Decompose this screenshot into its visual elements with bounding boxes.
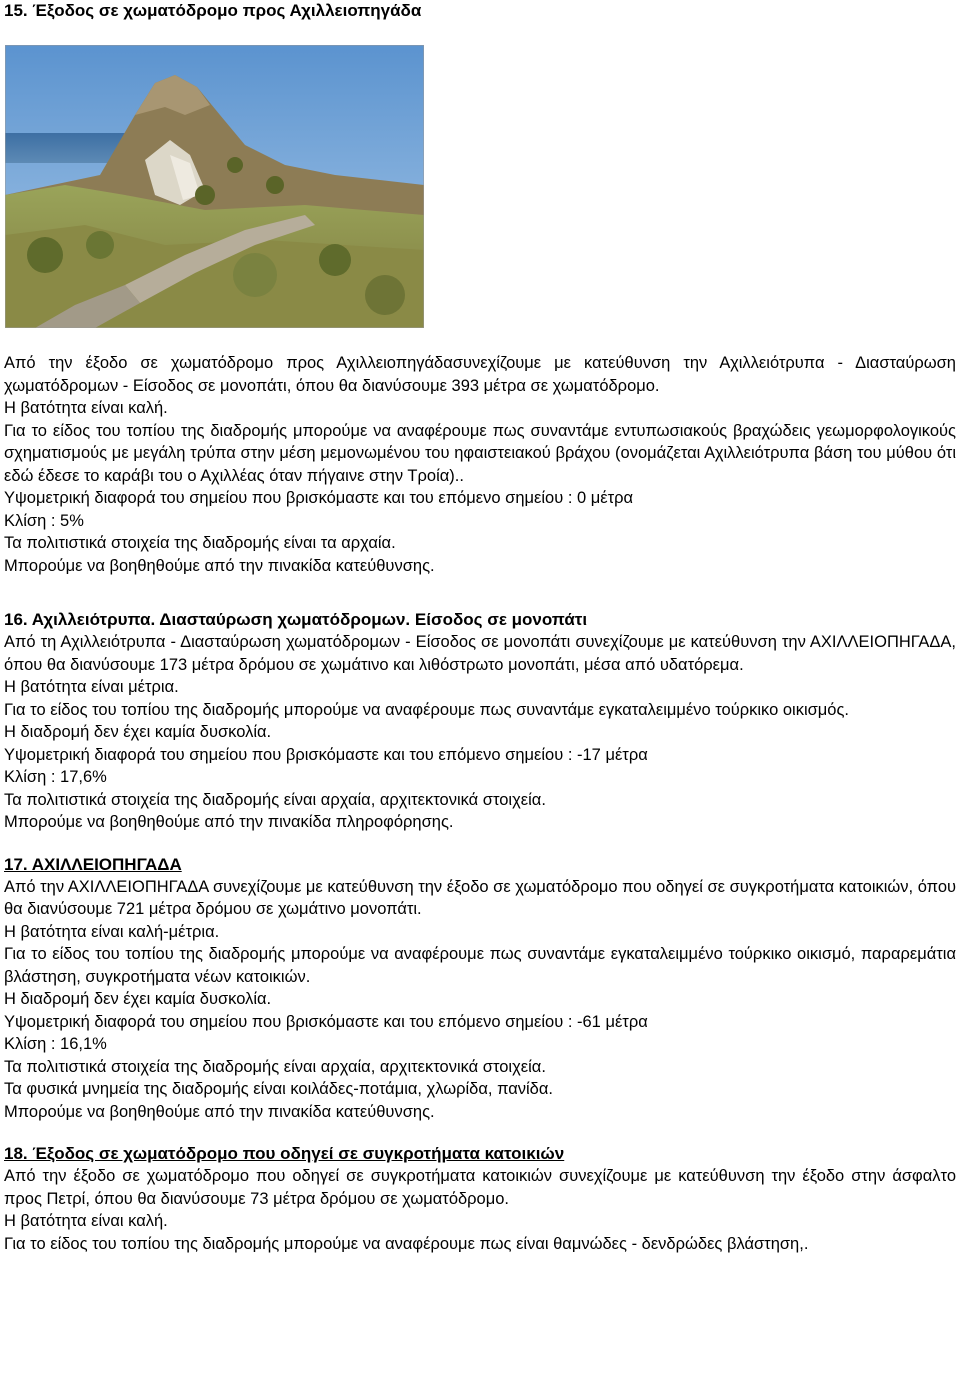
section-17-paragraph: Η βατότητα είναι καλή-μέτρια. <box>4 922 220 941</box>
section-15-paragraph: Από την έξοδο σε χωματόδρομο προς Αχιλλειοπηγάδασυνεχίζουμε με κατεύθυνση την Αχιλλειότρυπα - Διασταύρωση χωματόδρομων - Είσοδος σε μονοπάτι, όπου θα διανύσουμε 393 μέτρα σε χωματόδρομο. <box>4 354 956 395</box>
section-17-paragraph: Κλίση : 16,1% <box>4 1035 107 1053</box>
section-15-paragraph: Μπορούμε να βοηθηθούμε από την πινακίδα κατεύθυνσης. <box>4 556 435 575</box>
section-15-paragraph: Για το είδος του τοπίου της διαδρομής μπορούμε να αναφέρουμε πως συναντάμε εντυπωσιακούς βραχώδεις γεωμορφολογικούς σχηματισμούς με μεγάλη τρύπα στην μέση μεμονωμένου του ηφαιστειακού βράχου (ονομάζεται Αχιλλειότρυπα βάση του μύθου ότι εδώ έδεσε το καράβι του ο Αχιλλέας όταν πήγαινε στην Τροία).. <box>4 421 956 485</box>
section-16-paragraph: Τα πολιτιστικά στοιχεία της διαδρομής είναι αρχαία, αρχιτεκτονικά στοιχεία. <box>4 790 546 809</box>
section-15-title: 15. Έξοδος σε χωματόδρομο προς Αχιλλειοπηγάδα <box>4 1 422 20</box>
section-17-paragraph: Τα φυσικά μνημεία της διαδρομής είναι κοιλάδες-ποτάμια, χλωρίδα, πανίδα. <box>4 1080 553 1098</box>
section-16-paragraph: Μπορούμε να βοηθηθούμε από την πινακίδα πληροφόρησης. <box>4 813 454 831</box>
section-17-paragraph: Για το είδος του τοπίου της διαδρομής μπορούμε να αναφέρουμε πως συναντάμε εγκαταλειμμένο τούρκικο οικισμό, παραρεμάτια βλάστηση, συγκροτήματα νέων κατοικιών. <box>4 945 956 986</box>
section-15-paragraph: Υψομετρική διαφορά του σημείου που βρισκόμαστε και του επόμενο σημείου : 0 μέτρα <box>4 489 634 507</box>
section-15-paragraph: Τα πολιτιστικά στοιχεία της διαδρομής είναι τα αρχαία. <box>4 534 396 552</box>
section-18-paragraph: Από την έξοδο σε χωματόδρομο που οδηγεί σε συγκροτήματα κατοικιών συνεχίζουμε με κατεύθυνση την έξοδο στην άσφαλτο προς Πετρί, όπου θα διανύσουμε 73 μέτρα δρόμου σε χωματόδρομο. <box>4 1167 956 1208</box>
section-17-paragraph: Από την ΑΧΙΛΛΕΙΟΠΗΓΑΔΑ συνεχίζουμε με κατεύθυνση την έξοδο σε χωματόδρομο που οδηγεί σε συγκροτήματα κατοικιών, όπου θα διανύσουμε 721 μέτρα δρόμου σε χωμάτινο μονοπάτι. <box>4 877 957 918</box>
section-16-paragraph: Η διαδρομή δεν έχει καμία δυσκολία. <box>4 723 272 741</box>
section-17-title: 17. ΑΧΙΛΛΕΙΟΠΗΓΑΔΑ <box>4 854 182 874</box>
section-16-body <box>4 631 956 834</box>
document-page <box>4 0 956 1255</box>
landscape-photo <box>5 45 424 328</box>
section-16-title: 16. Αχιλλειότρυπα. Διασταύρωση χωματόδρομων. Είσοδος σε μονοπάτι <box>4 610 588 629</box>
section-17-body <box>4 876 956 1124</box>
section-16-paragraph: Η βατότητα είναι μέτρια. <box>4 678 179 696</box>
landscape-illustration <box>5 45 424 328</box>
section-18-paragraph: Για το είδος του τοπίου της διαδρομής μπορούμε να αναφέρουμε πως είναι θαμνώδες - δενδρώδες βλάστηση,. <box>4 1234 809 1253</box>
section-16-paragraph: Για το είδος του τοπίου της διαδρομής μπορούμε να αναφέρουμε πως συναντάμε εγκαταλειμμένο τούρκικο οικισμός. <box>4 700 850 719</box>
section-17 <box>4 854 956 1124</box>
section-18-title: 18. Έξοδος σε χωματόδρομο που οδηγεί σε συγκροτήματα κατοικιών <box>4 1144 565 1163</box>
section-15-paragraph: Κλίση : 5% <box>4 511 84 530</box>
section-18 <box>4 1143 956 1255</box>
section-17-paragraph: Υψομετρική διαφορά του σημείου που βρισκόμαστε και του επόμενο σημείου : -61 μέτρα <box>4 1012 648 1031</box>
section-15-body <box>4 352 956 577</box>
section-17-paragraph: Η διαδρομή δεν έχει καμία δυσκολία. <box>4 990 272 1008</box>
section-16-paragraph: Από τη Αχιλλειότρυπα - Διασταύρωση χωματόδρομων - Είσοδος σε μονοπάτι συνεχίζουμε με κατεύθυνση την ΑΧΙΛΛΕΙΟΠΗΓΑΔΑ, όπου θα διανύσουμε 173 μέτρα δρόμου σε χωμάτινο και λιθόστρωτο μονοπάτι, μέσα από υδατόρεμα. <box>4 633 956 674</box>
section-16 <box>4 609 956 834</box>
section-18-paragraph: Η βατότητα είναι καλή. <box>4 1212 168 1230</box>
section-15-paragraph: Η βατότητα είναι καλή. <box>4 399 168 417</box>
section-17-paragraph: Μπορούμε να βοηθηθούμε από την πινακίδα κατεύθυνσης. <box>4 1102 435 1121</box>
section-16-paragraph: Κλίση : 17,6% <box>4 768 107 786</box>
section-15 <box>4 0 956 577</box>
section-16-paragraph: Υψομετρική διαφορά του σημείου που βρισκόμαστε και του επόμενο σημείου : -17 μέτρα <box>4 745 648 764</box>
section-17-paragraph: Τα πολιτιστικά στοιχεία της διαδρομής είναι αρχαία, αρχιτεκτονικά στοιχεία. <box>4 1057 546 1076</box>
section-18-body <box>4 1165 956 1255</box>
